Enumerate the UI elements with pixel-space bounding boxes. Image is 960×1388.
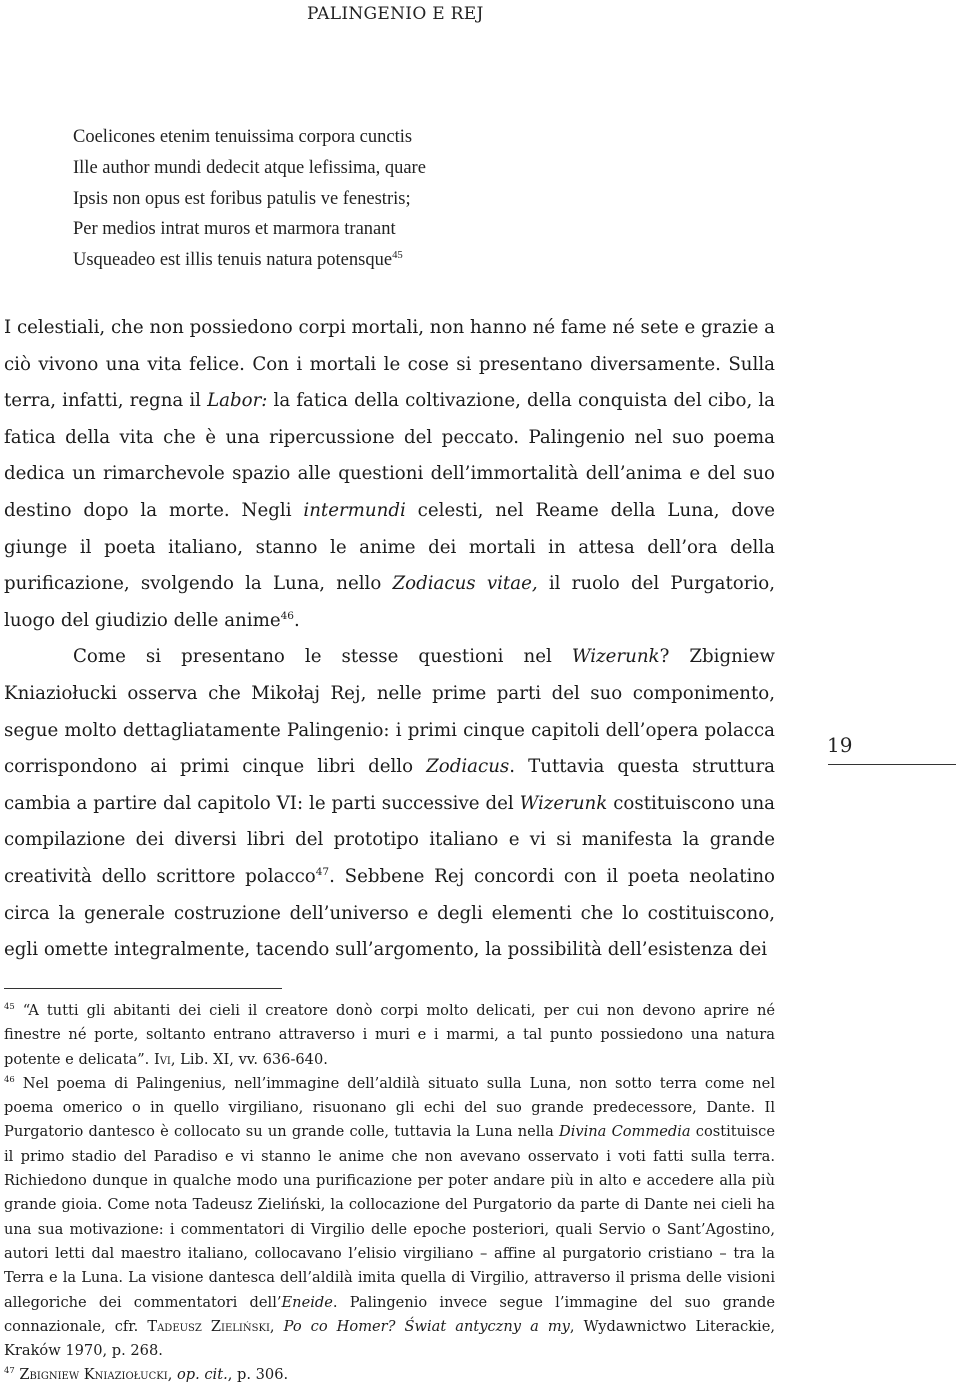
text-run: . Palingenio invece segue l’immagine del suo grande connazionale, cfr. xyxy=(4,1293,775,1335)
poem-line: Ille author mundi dedecit atque lefissima, quare xyxy=(73,157,426,178)
text-run: , Lib. XI, vv. 636-640. xyxy=(170,1050,328,1068)
text-run: , xyxy=(269,1317,284,1335)
text-run: , Wydawnictwo Literackie, Kraków 1970, p. 268. xyxy=(4,1317,775,1360)
text-run: celesti, nel Reame della Luna, dove giunge il poeta italiano, stanno le anime dei mortali in attesa dell’ora della purificazione, svolgendo la Luna, nello xyxy=(4,499,775,595)
italic-ref: op. cit. xyxy=(176,1366,228,1384)
text-run: . Sebbene Rej concordi con il poeta neolatino circa la generale costruzione dell’universo e degli elementi che lo costituiscono, egli omette integralmente, tacendo sull’argomento, la possibilità dell’esistenza dei xyxy=(4,865,775,961)
page-number: 19 xyxy=(827,733,853,757)
italic-term: intermundi xyxy=(303,499,406,521)
poem-line: Coelicones etenim tenuissima corpora cunctis xyxy=(73,127,413,147)
italic-title: Wizerunk xyxy=(571,646,660,668)
body-text xyxy=(4,310,775,969)
small-caps-ref: Ivi xyxy=(153,1050,171,1068)
page-number-rule xyxy=(828,764,956,765)
small-caps-author: Zbigniew Kniaziołucki xyxy=(19,1366,168,1384)
italic-title: Divina Commedia xyxy=(559,1123,691,1141)
text-run: , xyxy=(167,1366,177,1384)
text-run: Nel poema di Palingenius, nell’immagine dell’aldilà situato sulla Luna, non sotto terra come nel poema omerico o in quello virgiliano, risuonano gli echi del suo grande predecessore, Dante. Il Purgatorio dantesco è collocato su un grande colle, tuttavia la Luna nella xyxy=(4,1074,775,1141)
poem-quotation xyxy=(73,122,426,276)
italic-title: Wizerunk xyxy=(519,792,608,814)
footnote-46 xyxy=(4,1072,775,1364)
footnote-45 xyxy=(4,999,775,1072)
italic-title: Zodiacus vitae, xyxy=(392,573,538,595)
text-run: costituiscono una compilazione dei diversi libri del prototipo italiano e vi si manifesta la grande creatività dello scrittore polacco xyxy=(4,792,776,887)
poem-line: Per medios intrat muros et marmora tranant xyxy=(73,219,396,240)
footnote-number: 46 xyxy=(4,1074,15,1085)
text-run: . Tuttavia questa struttura cambia a partire dal capitolo VI: le parti successive del xyxy=(4,756,775,814)
text-run: costituisce il primo stadio del Paradiso e vi stanno le anime che non avevano osservato i voti fatti sulla terra. Richiedono dunque in qualche modo una purificazione per poter andare più in alto e accedere alla più grande gioia. Come nota Tadeusz Zieliński, la collocazione del Purgatorio da parte di Dante nei cieli ha una sua motivazione: i commentatori di Virgilio delle epoche posteriori, quali Servio o Sant’Agostino, autori letti dal maestro italiano, collocavano l’elisio virgiliano – affine al purgatorio cristiano – tra la Terra e la Luna. La visione dantesca dell’aldilà imita quella di Virgilio, attraverso il prisma delle visioni allegoriche dei commentatori dell’ xyxy=(4,1123,775,1311)
text-run: “A tutti gli abitanti dei cieli il creatore donò corpi molto delicati, per cui non devono aprire né finestre né porte, soltanto entrano attraverso i muri e i marmi, a tal punto possiedono una natura potente e delicata”. xyxy=(4,1002,775,1068)
italic-title: Zodiacus xyxy=(426,756,510,778)
text-run: il ruolo del Purgatorio, luogo del giudizio delle anime xyxy=(4,573,775,631)
text-run: Come si presentano le stesse questioni nel xyxy=(73,646,572,668)
footnote-ref[interactable]: 46 xyxy=(280,609,295,622)
italic-title: Eneide xyxy=(281,1293,333,1311)
text-run: ? Zbigniew Kniaziołucki osserva che Mikołaj Rej, nelle prime parti del suo componimento, segue molto dettagliatamente Palingenio: i primi cinque capitoli dell’opera polacca corrispondono ai primi cinque libri dello xyxy=(4,646,775,778)
text-run: I celestiali, che non possiedono corpi mortali, non hanno né fame né sete e grazie a ciò vivono una vita felice. Con i mortali le cose si presentano diversamente. Sulla terra, infatti, regna il xyxy=(4,317,775,412)
paragraph-2 xyxy=(4,639,775,968)
poem-line-text: Usqueadeo est illis tenuis natura potensque xyxy=(73,250,393,271)
poem-line xyxy=(73,245,426,276)
text-run: . xyxy=(294,609,300,631)
footnote-ref[interactable]: 45 xyxy=(392,249,403,262)
text-run: la fatica della coltivazione, della conquista del cibo, la fatica della vita che è una ripercussione del peccato. Palingenio nel suo poema dedica un rimarchevole spazio alle questioni dell’immortalità dell’anima e del suo destino dopo la morte. Negli xyxy=(4,390,775,521)
footnote-47 xyxy=(4,1363,775,1387)
footnote-separator xyxy=(4,988,282,989)
footnote-number: 47 xyxy=(4,1365,15,1376)
paragraph-1 xyxy=(4,310,775,639)
small-caps-author: Tadeusz Zieliński xyxy=(147,1317,270,1335)
poem-line: Ipsis non opus est foribus patulis ve fenestris; xyxy=(73,188,411,209)
footnote-number: 45 xyxy=(4,1001,15,1012)
running-header: PALINGENIO E REJ xyxy=(307,4,484,24)
footnote-ref[interactable]: 47 xyxy=(315,865,330,878)
text-run: , p. 306. xyxy=(227,1366,289,1384)
italic-term: Labor: xyxy=(207,390,268,412)
footnotes xyxy=(4,999,775,1388)
italic-title: Po co Homer? Świat antyczny a my xyxy=(283,1317,570,1335)
